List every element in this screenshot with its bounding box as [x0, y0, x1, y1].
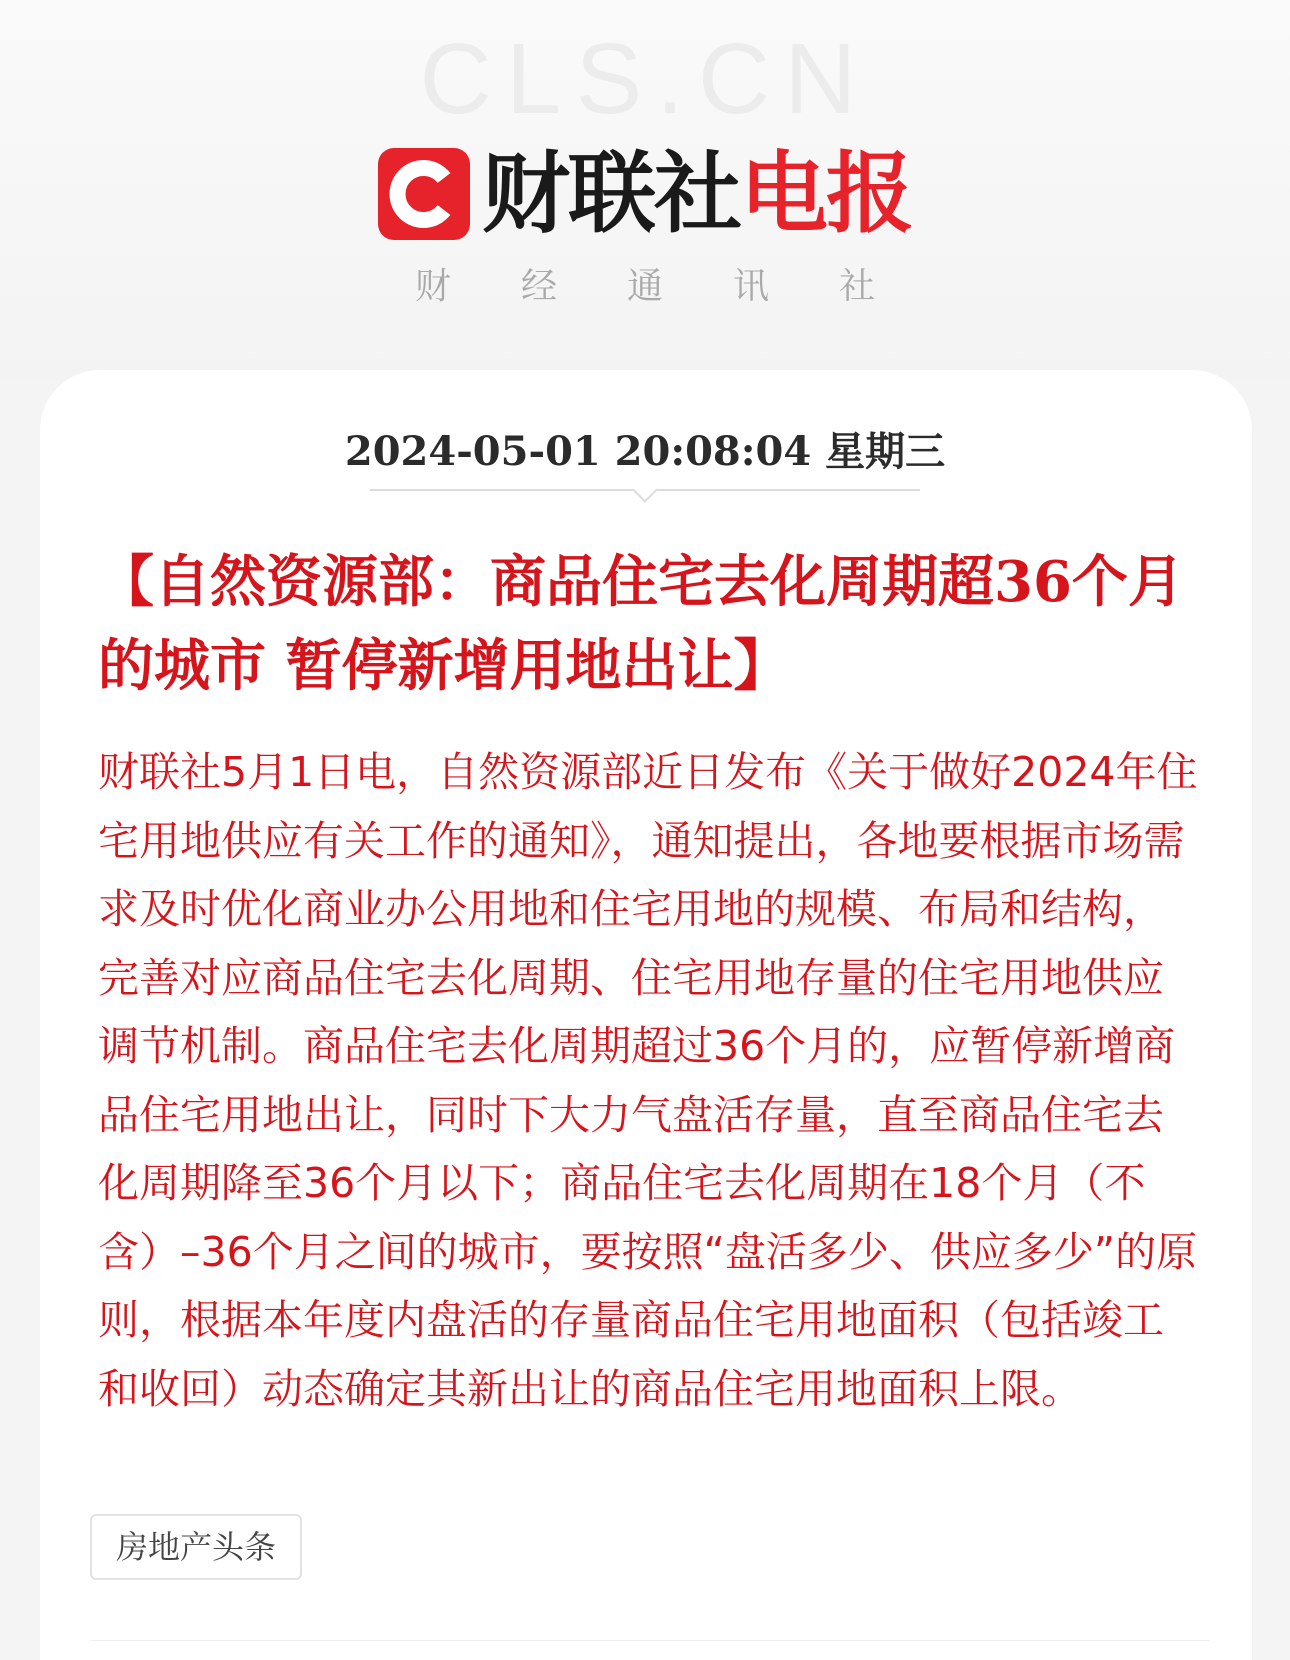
brand-name-red: 电报 [740, 142, 913, 245]
bottom-divider [90, 1640, 1210, 1641]
header-banner [0, 0, 1290, 380]
watermark: CLS.CN [419, 23, 871, 135]
topic-tag[interactable]: 房地产头条 [90, 1514, 302, 1580]
article-body: 财联社5月1日电，自然资源部近日发布《关于做好2024年住宅用地供应有关工作的通知》，通知提出，各地要根据市场需求及时优化商业办公用地和住宅用地的规模、布局和结构，完善对应商品住宅去化周期、住宅用地存量的住宅用地供应调节机制。商品住宅去化周期超过36个月的，应暂停新增商品住宅用地出让，同时下大力气盘活存量，直至商品住宅去化周期降至36个月以下；商品住宅去化周期在18个月（不含）–36个月之间的城市，要按照“盘活多少、供应多少”的原则，根据本年度内盘活的存量商品住宅用地面积（包括竣工和收回）动态确定其新出让的商品住宅用地面积上限。 [98, 748, 1198, 1413]
article-datetime: 2024-05-01 20:08:04 星期三 [344, 428, 946, 475]
brand-logo [0, 142, 1290, 245]
brand-tagline: 财经通讯社 [414, 266, 945, 307]
brand-name: 财联社 [481, 142, 740, 245]
cls-logo-icon [378, 148, 470, 240]
article-headline: 【自然资源部：商品住宅去化周期超36个月的城市 暂停新增用地出让】 [98, 549, 1184, 699]
